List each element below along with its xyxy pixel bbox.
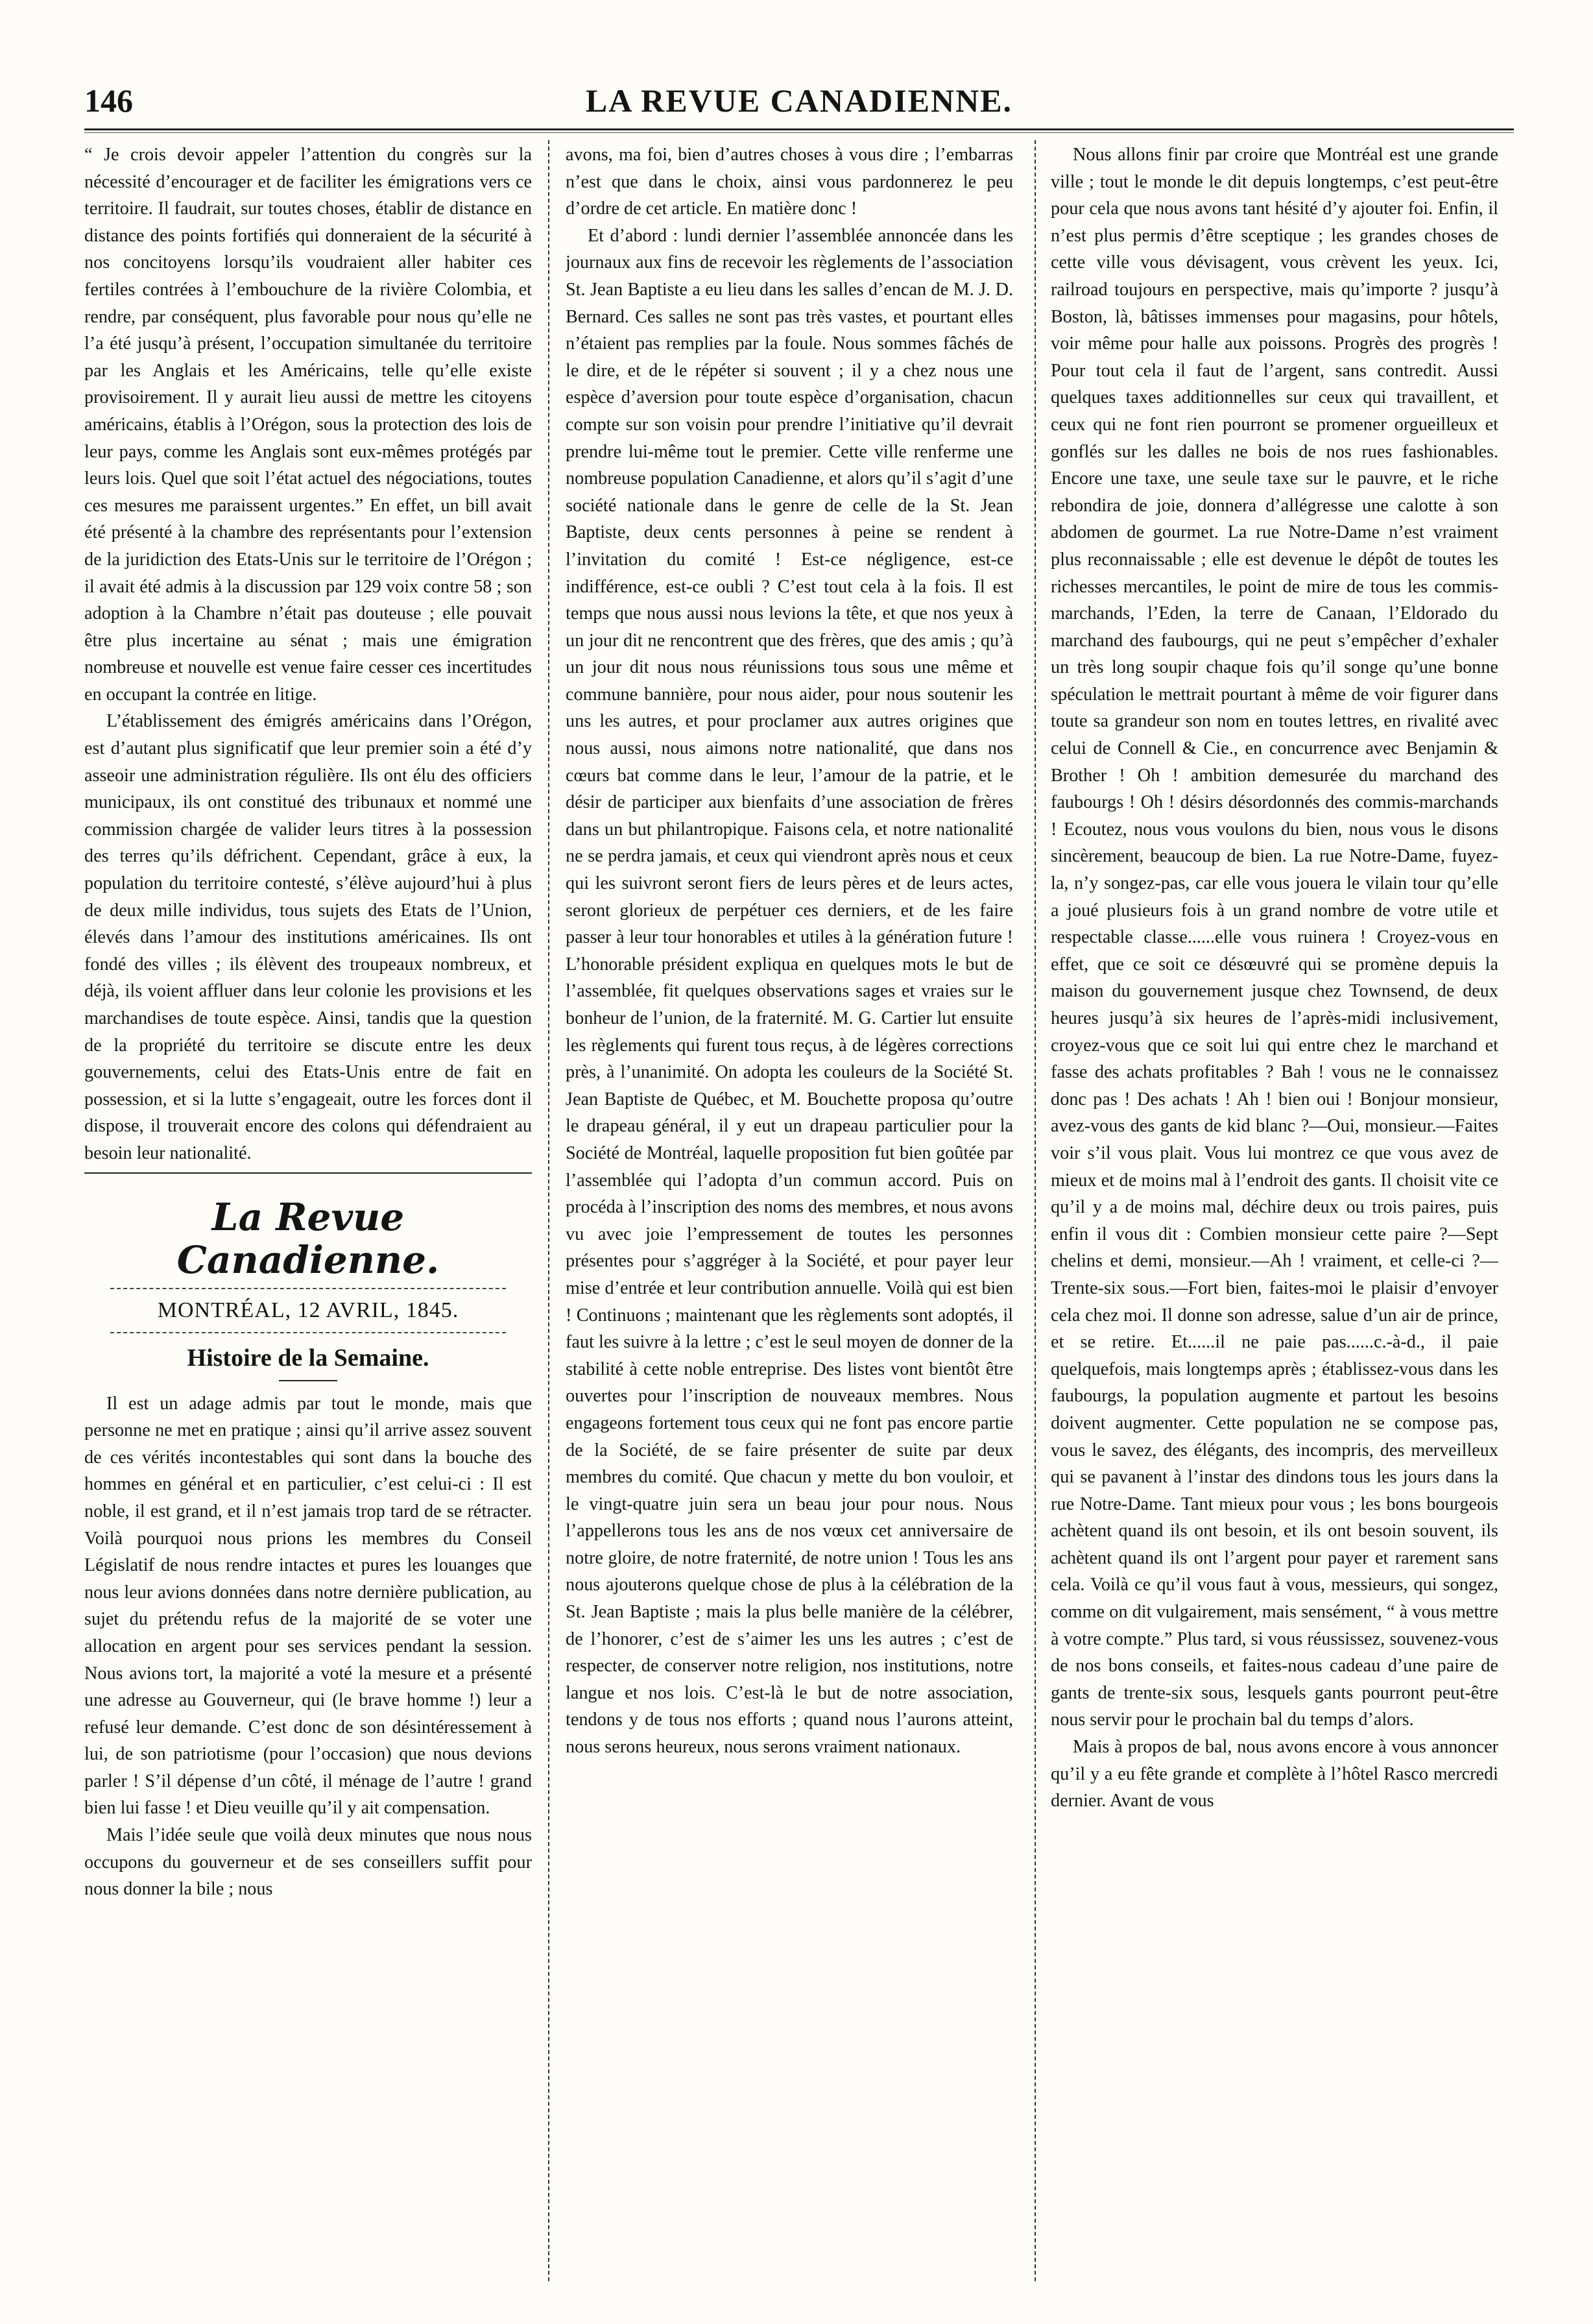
section-rule [279, 1380, 337, 1381]
header-rule [84, 128, 1514, 133]
column-divider [1035, 140, 1036, 2281]
column-right [1051, 141, 1498, 2282]
article-paragraph: “ Je crois devoir appeler l’attention du congrès sur la nécessité d’encourager et de faciliter les émigrations vers ce territoire. Il faudrait, sur toutes choses, établir de distance en distance des points fortifiés qui donneraient de la sécurité à nos concitoyens lorsqu’ils voudraient aller habiter ces fertiles contrées à l’embouchure de la rivière Colombia, et rendre, par conséquent, plus favorable pour nous qu’elle ne l’a été jusqu’à présent, l’occupation simultanée du territoire par les Anglais et les Américains, telle qu’elle existe provisoirement. Il y aurait lieu aussi de mettre les citoyens américains, établis à l’Orégon, sous la protection des lois de leur pays, comme les Anglais sont eux-mêmes protégés par leurs lois. Quel que soit l’état actuel des négociations, toutes ces mesures me paraissent urgentes.” En effet, un bill avait été présenté à la chambre des représentants pour l’extension de la juridiction des Etats-Unis sur le territoire de l’Orégon ; il avait été admis à la discussion par 129 voix contre 58 ; son adoption à la Chambre n’était pas douteuse ; elle pouvait être plus incertaine au sénat ; mais une émigration nombreuse et nouvelle est venue faire cesser ces incertitudes en occupant la contrée en litige. [84, 145, 532, 705]
article-paragraph: avons, ma foi, bien d’autres choses à vous dire ; l’embarras n’est que dans le choix, ainsi vous pardonnerez le peu d’ordre de cet article. En matière donc ! [566, 145, 1013, 219]
dateline-rule [110, 1332, 506, 1333]
journal-title: LA REVUE CANADIENNE. [585, 82, 1013, 119]
column-left [84, 141, 532, 2282]
article-paragraph: Mais à propos de bal, nous avons encore à vous annoncer qu’il y a eu fête grande et complète à l’hôtel Rasco mercredi dernier. Avant de vous [1051, 1737, 1498, 1811]
article-paragraph: Il est un adage admis par tout le monde, mais que personne ne met en pratique ; ainsi qu’il arrive assez souvent de ces vérités incontestables qui sont dans la bouche des hommes en général et en particulier, c’est celui-ci : Il est noble, il est grand, et il n’est jamais trop tard de se rétracter. Voilà pourquoi nous prions les membres du Conseil Législatif de nous rendre intactes et pures les louanges que nous leur avions données dans notre dernière publication, au sujet du prétendu refus de la majorité de se voter une allocation en argent pour ses services pendant la session. Nous avions tort, la majorité a voté la mesure et a présenté une adresse au Gouverneur, qui (le brave homme !) leur a refusé leur demande. C’est donc de son désintéressement à lui, de son patriotisme (pour l’occasion) que nous devions parler ! S’il dépense d’un côté, il ménage de l’autre ! grand bien lui fasse ! et Dieu veuille qu’il y ait compensation. [84, 1393, 532, 1819]
article-paragraph: Mais l’idée seule que voilà deux minutes que nous nous occupons du gouverneur et de ses conseillers suffit pour nous donner la bile ; nous [84, 1825, 532, 1900]
dateline: MONTRÉAL, 12 AVRIL, 1845. [157, 1298, 459, 1322]
column-divider [548, 140, 549, 2281]
masthead-rule [110, 1288, 506, 1289]
masthead-rule-top [84, 1172, 532, 1174]
article-paragraph: Nous allons finir par croire que Montréal est une grande ville ; tout le monde le dit depuis longtemps, c’est peut-être pour cela que nous avons tant hésité d’y ajouter foi. Enfin, il n’est plus permis d’être sceptique ; les grandes choses de cette ville vous dévisagent, vous crèvent les yeux. Ici, railroad toujours en perspective, mais qu’importe ? jusqu’à Boston, là, bâtisses immenses pour magasins, pour hôtels, voir même pour halle aux poissons. Progrès des progrès ! Pour tout cela il faut de l’argent, sans contredit. Aussi quelques taxes additionnelles sur ceux qui travaillent, et ceux qui ne font rien pourront se promener orgueilleux et gonflés sur les dalles ne bois de nos rues fashionables. Encore une taxe, une seule taxe sur le pauvre, et le riche rebondira de joie, donnera d’allégresse une calotte à son abdomen de gourmet. La rue Notre-Dame n’est vraiment plus reconnaissable ; elle est devenue le dépôt de toutes les richesses mercantiles, le point de mire de tous les commis-marchands, l’Eden, la terre de Canaan, l’Eldorado du marchand des faubourgs, qui ne peut s’empêcher d’exhaler un très long soupir chaque fois qu’il songe qu’une bonne spéculation le mettrait pourtant à même de voir figurer dans toute sa grandeur son nom en toutes lettres, en rivalité avec celui de Connell & Cie., en concurrence avec Benjamin & Brother ! Oh ! ambition demesurée du marchand des faubourgs ! Oh ! désirs désordonnés des commis-marchands ! Ecoutez, nous vous voulons du bien, nous vous le disons sincèrement, beaucoup de bien. La rue Notre-Dame, fuyez-la, n’y songez-pas, car elle vous jouera le vilain tour qu’elle a joué plusieurs fois à un grand nombre de votre utile et respectable classe......elle vous ruinera ! Croyez-vous en effet, que ce soit ce désœuvré qui se promène depuis la maison du gouvernement jusque chez Townsend, de deux heures jusqu’à six heures de l’après-midi inclusivement, croyez-vous que ce soit lui qui entre chez le marchand et fasse des achats profitables ? Bah ! vous ne le connaissez donc pas ! Des achats ! Ah ! bien oui ! Bonjour monsieur, avez-vous des gants de kid blanc ?—Oui, monsieur.—Faites voir s’il vous plait. Vous lui montrez ce que vous avez de mieux et de moins mal à l’endroit des gants. Il choisit vite ce qu’il y a de moins mal, déchire deux ou trois paires, puis enfin il vous dit : Combien monsieur cette paire ?—Sept chelins et demi, monsieur.—Ah ! vraiment, et celle-ci ?—Trente-six sous.—Fort bien, faites-moi le plaisir d’envoyer cela chez moi. Il donne son adresse, salue d’un air de prince, et se retire. Et......il ne paie pas......c.-à-d., il paie quelquefois, mais longtemps après ; établissez-vous dans les faubourgs, la population augmente et partout les besoins doivent augmenter. Cette population ne se compose pas, vous le savez, des élégants, des incompris, des merveilleux qui se pavanent à l’instar des dindons tous les jours dans la rue Notre-Dame. Tant mieux pour vous ; les bons bourgeois achètent quand ils ont besoin, et ils ont besoin souvent, ils achètent quand ils ont l’argent pour payer et rarement sans cela. Voilà ce qu’il vous faut à vous, messieurs, qui songez, comme on dit vulgairement, mais sensément, “ à vous mettre à votre compte.” Plus tard, si vous réussissez, souvenez-vous de nos bons conseils, et faites-nous cadeau d’une paire de gants de trente-six sous, lesquels gants pourront peut-être nous servir pour le prochain bal du temps d’alors. [1051, 145, 1498, 1730]
masthead: La Revue Canadienne. [176, 1194, 440, 1282]
page-number: 146 [84, 82, 133, 119]
article-paragraph: Et d’abord : lundi dernier l’assemblée annoncée dans les journaux aux fins de recevoir les règlements de l’association St. Jean Baptiste a eu lieu dans les salles d’encan de M. J. D. Bernard. Ces salles ne sont pas très vastes, et pourtant elles n’étaient pas remplies par la foule. Nous sommes fâchés de le dire, et de le répéter si souvent ; il y a chez nous une espèce d’aversion pour toute espèce d’organisation, chacun compte sur son voisin pour prendre l’initiative qu’il devrait prendre lui-même tout le premier. Cette ville renferme une nombreuse population Canadienne, et alors qu’il s’agit d’une société nationale dans le genre de celle de la St. Jean Baptiste, deux cents personnes à peine se rendent à l’invitation du comité ! Est-ce négligence, est-ce indifférence, est-ce oubli ? C’est tout cela à la fois. Il est temps que nous aussi nous levions la tête, et que nos yeux à un jour dit ne rencontrent que des frères, que des amis ; qu’à un jour dit nous nous réunissions tous sous une même et commune bannière, pour nous aider, pour nous soutenir les uns les autres, et pour proclamer aux autres origines que nous aussi, nous aimons notre nationalité, que dans nos cœurs bat comme dans le leur, l’amour de la patrie, et le désir de participer aux bienfaits d’une association de frères dans un but philantropique. Faisons cela, et notre nationalité ne se perdra jamais, et ceux qui viendront après nous et ceux qui les suivront seront fiers de leurs pères et de leurs actes, seront glorieux de perpétuer ces derniers, et de les faire passer à leur tour honorables et utiles à la génération future ! L’honorable président expliqua en quelques mots le but de l’assemblée, fit quelques observations sages et vraies sur le bonheur de l’union, de la fraternité. M. G. Cartier lut ensuite les règlements qui furent tous reçus, à de légères corrections près, à l’unanimité. On adopta les couleurs de la Société St. Jean Baptiste de Québec, et M. Bouchette proposa qu’outre le drapeau général, il y eut un drapeau particulier pour la Société de Montréal, laquelle proposition fut bien goûtée par l’assemblée qui l’adopta d’un commun accord. Puis on procéda à l’inscription des noms des membres, et nous avons vu avec joie l’empressement de toutes les personnes présentes pour s’aggréger à la Société, et pour payer leur mise d’entrée et leur contribution annuelle. Voilà qui est bien ! Continuons ; maintenant que les règlements sont adoptés, il faut les suivre à la lettre ; c’est le seul moyen de donner de la stabilité à cette noble entreprise. Des listes vont bientôt être ouvertes pour l’inscription de nouveaux membres. Nous engageons fortement tous ceux qui ne font pas encore partie de la Société, de se faire présenter de suite par deux membres du comité. Que chacun y mette du bon vouloir, et le vingt-quatre juin sera un beau jour pour nous. Nous l’appellerons tous les ans de nos vœux cet anniversaire de notre gloire, de notre fraternité, de notre union ! Tous les ans nous ajouterons quelque chose de plus à la célébration de la St. Jean Baptiste ; mais la plus belle manière de la célébrer, de l’honorer, c’est de s’aimer les uns les autres ; c’est de respecter, de conserver notre religion, nos institutions, notre langue et nos lois. C’est-là le but de notre association, tendons y de tous nos efforts ; quand nous l’aurons atteint, nous serons heureux, nous serons vraiment nationaux. [566, 225, 1013, 1758]
column-middle [566, 141, 1013, 2127]
page-header [84, 77, 1514, 122]
article-paragraph: L’établissement des émigrés américains dans l’Orégon, est d’autant plus significatif que leur premier soin a été d’y asseoir une administration régulière. Ils ont élu des officiers municipaux, ils ont constitué des tribunaux et nommé une commission chargée de valider leurs titres à la possession des terres qu’ils défrichent. Cependant, grâce à eux, la population du territoire contesté, s’élève aujourd’hui à plus de deux mille individus, tous sujets des Etats de l’Union, élevés dans l’amour des institutions américaines. Ils ont fondé des villes ; ils élèvent des troupeaux nombreux, et déjà, ils voient affluer dans leur colonie les provisions et les marchandises de toute espèce. Ainsi, tandis que la question de la propriété du territoire se discute entre les deux gouvernements, celui des Etats-Unis entre de fait en possession, et si la lutte s’engageait, outre les forces dont il dispose, il trouverait encore des colons qui défendraient au besoin leur nationalité. [84, 711, 532, 1163]
section-title: Histoire de la Semaine. [187, 1344, 429, 1372]
